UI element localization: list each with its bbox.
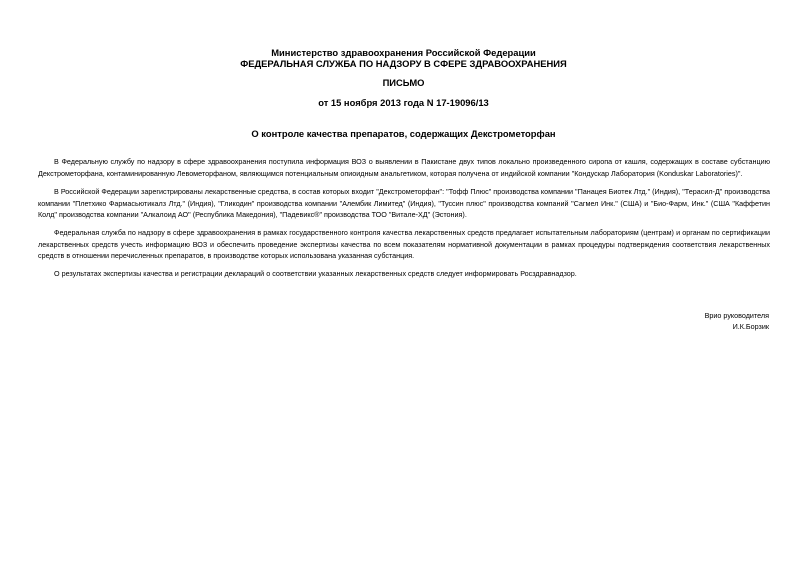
signature-name: И.К.Борзик [732,322,769,331]
body-paragraph-4: О результатах экспертизы качества и регистрации деклараций о соответствии указанных лекарственных средств следует информировать Росздравнадзор. [54,269,577,278]
service-name: ФЕДЕРАЛЬНАЯ СЛУЖБА ПО НАДЗОРУ В СФЕРЕ ЗДРАВООХРАНЕНИЯ [240,58,567,69]
document-subject: О контроле качества препаратов, содержащих Декстрометорфан [251,128,556,139]
document-type: ПИСЬМО [382,77,425,88]
body-paragraph-2: В Российской Федерации зарегистрированы лекарственные средства, в состав которых входит "Декстрометорфан": "Тофф Плюс" производства компании "Панацея Биотек Лтд." (Индия), "Терасил-Д" производства компании "Плетхико Фармасьютикалз Лтд." (Индия), "Гликодин" производства компании "Алембик Лимитед" (Индия), "Туссин плюс" производства компаний "Сагмел Инк." (США) и "Био-Фарм, Инк." (США "Каффетин Колд" производства компании "Алкалоид АО" (Республика Македония), "Падевикс®" производства ТОО "Витале-ХД" (Эстония). [38,187,770,219]
document-date-number: от 15 ноября 2013 года N 17-19096/13 [318,97,489,108]
body-paragraph-1: В Федеральную службу по надзору в сфере здравоохранения поступила информация ВОЗ о выявлении в Пакистане двух типов локально произведенного сиропа от кашля, содержащих в составе субстанцию Декстрометорфана, контаминированную Левометорфаном, являющимся потенциальным опиоидным анальгетиком, которая получена от индийской компании "Кондускар Лаборатория (Konduskar Laboratories)". [38,157,770,178]
ministry-name: Министерство здравоохранения Российской Федерации [271,47,536,58]
signature-title: Врио руководителя [704,311,769,320]
body-paragraph-3: Федеральная служба по надзору в сфере здравоохранения в рамках государственного контроля качества лекарственных средств предлагает испытательным лабораториям (центрам) и органам по сертификации лекарственных средств учесть информацию ВОЗ и обеспечить проведение экспертизы качества по всем показателям нормативной документации в рамках процедуры подтверждения соответствия лекарственных средств в отношении перечисленных препаратов, в производстве которых использована указанная субстанция. [38,228,770,260]
